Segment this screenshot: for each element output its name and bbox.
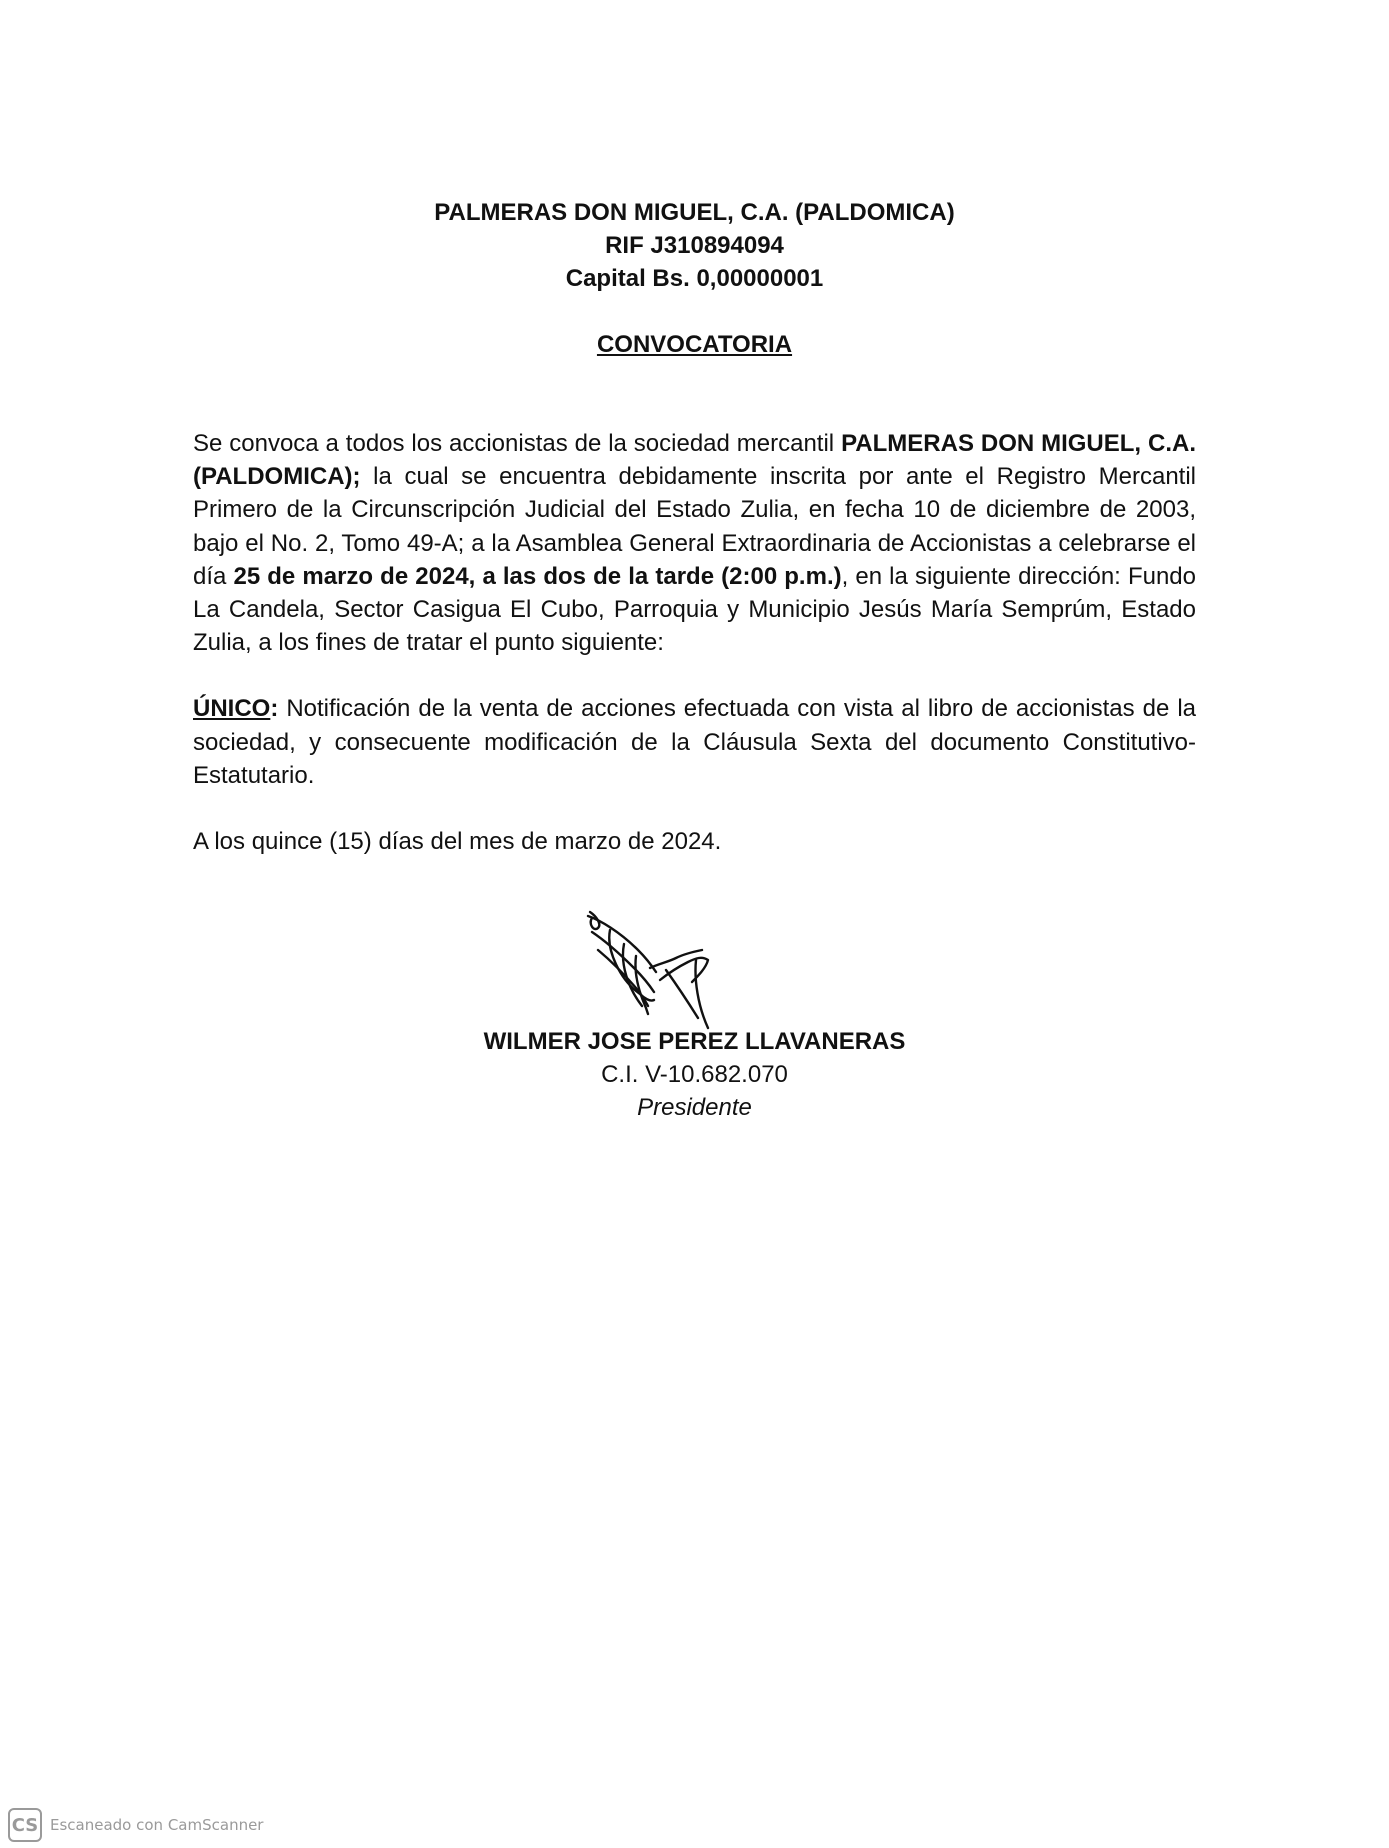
document-header <box>0 196 1389 295</box>
signer-role: Presidente <box>637 1094 752 1121</box>
agenda-text: Notificación de la venta de acciones efectuada con vista al libro de accionistas de la sociedad, y consecuente modificación de la Cláusula Sexta del documento Constitutivo-Estatutario. <box>193 695 1196 789</box>
date-paragraph: A los quince (15) días del mes de marzo de 2024. <box>193 828 722 856</box>
agenda-label-colon: : <box>270 695 279 723</box>
document-title <box>0 328 1389 361</box>
agenda-label <box>193 695 278 722</box>
convocation-paragraph <box>193 427 1196 659</box>
scanner-watermark <box>8 1808 263 1842</box>
signer-name: WILMER JOSE PEREZ LLAVANERAS <box>483 1028 906 1055</box>
company-capital: Capital Bs. 0,00000001 <box>565 265 824 292</box>
watermark-text: Escaneado con CamScanner <box>50 1816 264 1834</box>
convocation-text-2: la cual se encuentra debidamente inscrita por ante el Registro Mercantil Primero de la Circunscripción Judicial del Estado Zulia, en fecha 10 de diciembre de 2003, bajo el No. 2, Tomo 49-A; a la Asamblea General Extraordinaria de Accionistas a celebrarse el día <box>193 463 1196 590</box>
camscanner-logo-icon: CS <box>8 1808 42 1842</box>
company-name-inline: PALMERAS DON MIGUEL, C.A. (PALDOMICA); <box>193 430 1196 491</box>
document-body <box>193 427 1196 858</box>
meeting-date-time: 25 de marzo de 2024, a las dos de la tarde (2:00 p.m.) <box>233 562 842 590</box>
title-text: CONVOCATORIA <box>596 331 793 358</box>
signature-image <box>580 910 730 1030</box>
agenda-paragraph <box>193 692 1196 792</box>
convocation-text-1: Se convoca a todos los accionistas de la sociedad mercantil <box>193 430 842 457</box>
signer-id: C.I. V-10.682.070 <box>601 1061 788 1088</box>
convocation-text-3: , en la siguiente dirección: Fundo La Candela, Sector Casigua El Cubo, Parroquia y Municipio Jesús María Semprúm, Estado Zulia, a los fines de tratar el punto siguiente: <box>193 562 1197 657</box>
agenda-label-text: ÚNICO <box>193 695 271 723</box>
signer-block <box>0 1025 1389 1124</box>
company-rif: RIF J310894094 <box>605 232 784 259</box>
company-name: PALMERAS DON MIGUEL, C.A. (PALDOMICA) <box>434 199 955 226</box>
